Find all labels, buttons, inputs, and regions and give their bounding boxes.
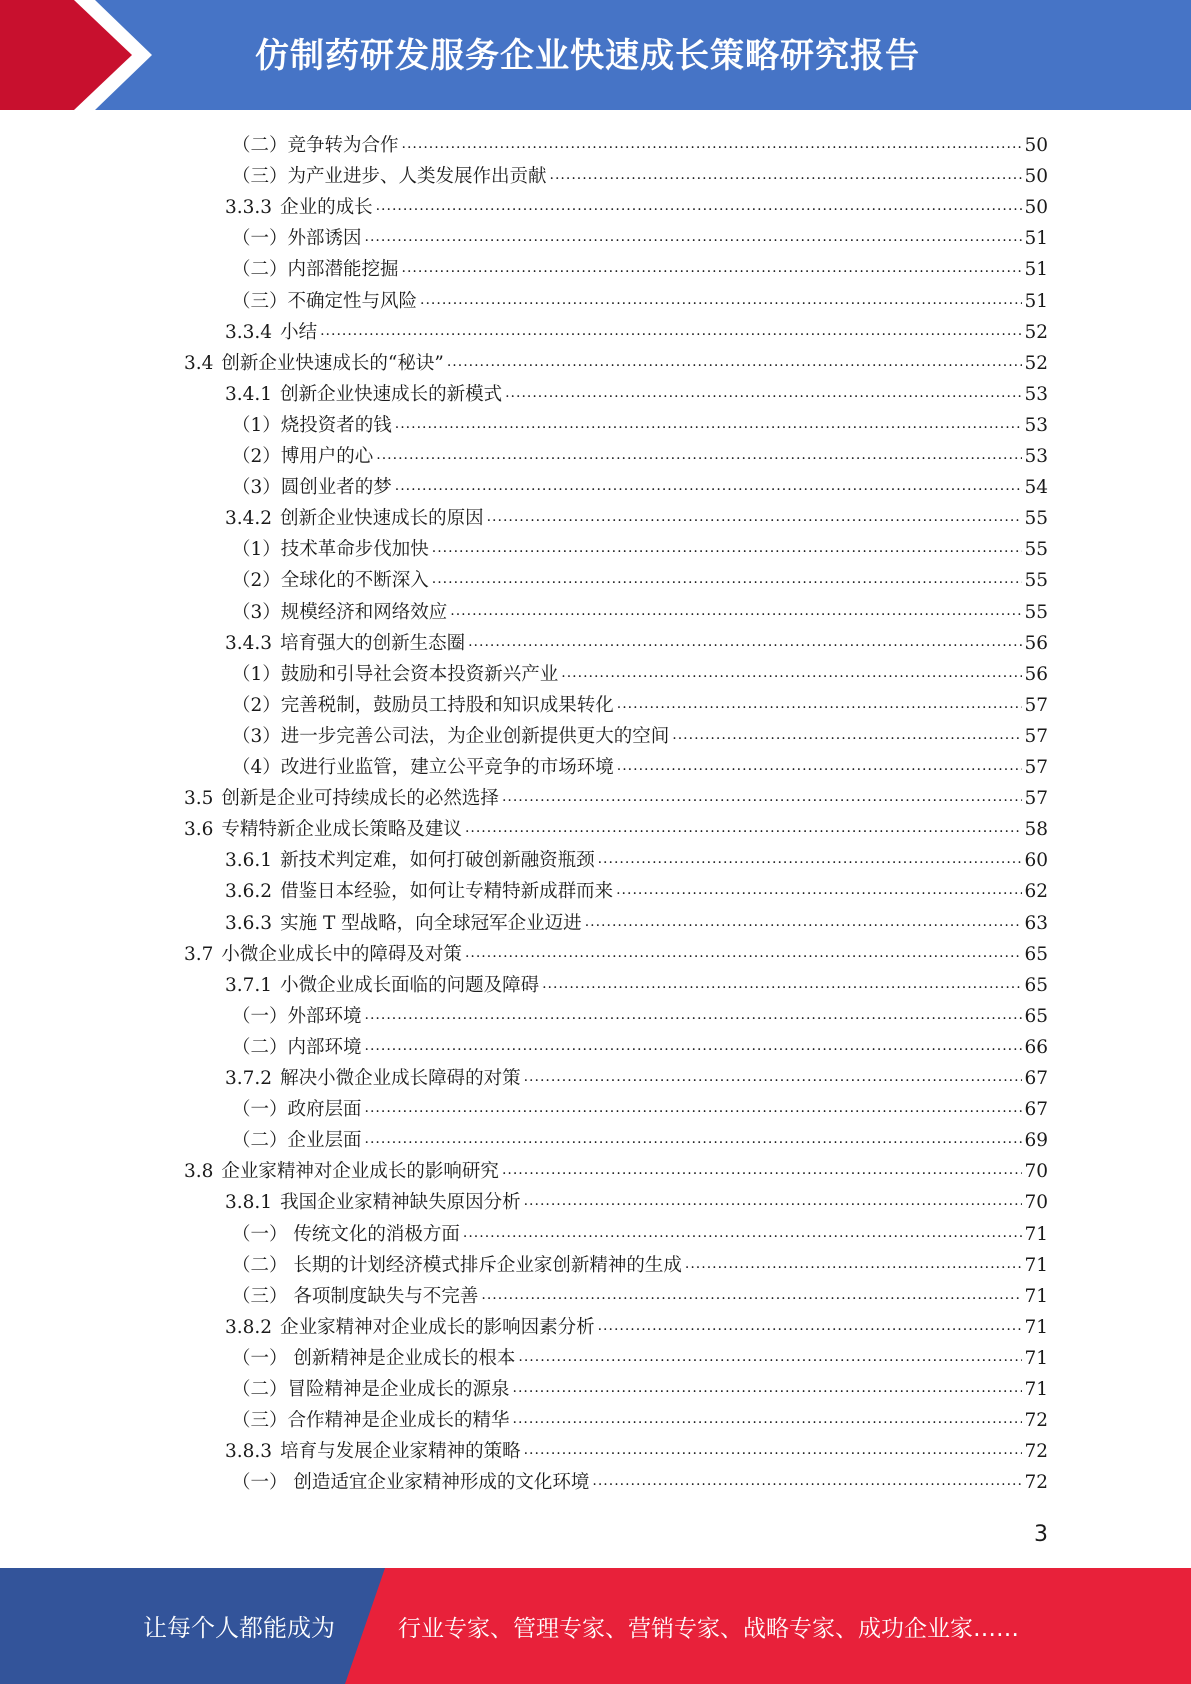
toc-entry-number: 3.8 bbox=[184, 1161, 214, 1183]
toc-dot-leader bbox=[685, 1252, 1023, 1278]
toc-dot-leader bbox=[402, 132, 1023, 158]
toc-entry[interactable] bbox=[232, 687, 1048, 718]
toc-entry-title: 专精特新企业成长策略及建议 bbox=[221, 819, 462, 841]
toc-dot-leader bbox=[402, 256, 1023, 282]
toc-entry-page: 50 bbox=[1024, 166, 1048, 188]
toc-dot-leader bbox=[672, 723, 1022, 749]
toc-dot-leader bbox=[432, 536, 1023, 562]
toc-entry-title: 我国企业家精神缺失原因分析 bbox=[280, 1192, 521, 1214]
page-header bbox=[0, 0, 1191, 110]
toc-entry-title: （1）技术革命步伐加快 bbox=[232, 539, 429, 561]
toc-entry-title: （二）内部环境 bbox=[232, 1036, 362, 1058]
toc-entry-title: 小结 bbox=[280, 321, 318, 343]
toc-entry-title: 创新是企业可持续成长的必然选择 bbox=[221, 788, 499, 810]
toc-entry-page: 57 bbox=[1024, 694, 1048, 716]
toc-entry-page: 57 bbox=[1024, 725, 1048, 747]
toc-entry-page: 71 bbox=[1024, 1254, 1048, 1276]
toc-dot-leader bbox=[395, 474, 1023, 500]
toc-entry[interactable] bbox=[232, 998, 1048, 1029]
toc-entry-number: 3.6 bbox=[184, 819, 214, 841]
toc-entry-number: 3.7.2 bbox=[225, 1068, 273, 1089]
toc-entry-page: 66 bbox=[1024, 1036, 1048, 1058]
toc-entry-title: 培育强大的创新生态圈 bbox=[280, 632, 466, 654]
toc-entry[interactable] bbox=[225, 1309, 1048, 1340]
toc-entry-page: 52 bbox=[1024, 321, 1048, 343]
toc-dot-leader bbox=[598, 1314, 1023, 1340]
toc-entry-number: 3.7.1 bbox=[225, 974, 273, 996]
toc-dot-leader bbox=[487, 505, 1023, 531]
toc-dot-leader bbox=[598, 847, 1023, 873]
toc-entry-page: 52 bbox=[1024, 352, 1048, 374]
toc-entry-title: （二） 长期的计划经济模式排斥企业家创新精神的生成 bbox=[232, 1254, 682, 1276]
toc-dot-leader bbox=[365, 1003, 1023, 1029]
toc-entry-page: 67 bbox=[1024, 1099, 1048, 1121]
toc-entry[interactable] bbox=[232, 1091, 1048, 1122]
toc-entry[interactable] bbox=[232, 220, 1048, 251]
toc-dot-leader bbox=[550, 163, 1023, 189]
toc-entry-page: 72 bbox=[1024, 1472, 1048, 1494]
toc-dot-leader bbox=[513, 1407, 1023, 1433]
toc-dot-leader bbox=[617, 754, 1023, 780]
toc-entry-number: 3.4 bbox=[184, 352, 214, 374]
toc-dot-leader bbox=[447, 350, 1023, 376]
toc-dot-leader bbox=[513, 1376, 1023, 1402]
toc-entry-title: （4）改进行业监管，建立公平竞争的市场环境 bbox=[232, 757, 614, 778]
toc-dot-leader bbox=[524, 1438, 1023, 1464]
toc-entry-title: （二）竞争转为合作 bbox=[232, 135, 399, 156]
toc-entry[interactable] bbox=[225, 625, 1048, 656]
toc-entry-page: 53 bbox=[1024, 383, 1048, 405]
toc-entry-title: 小微企业成长面临的问题及障碍 bbox=[280, 974, 540, 996]
toc-entry-page: 71 bbox=[1024, 1285, 1048, 1307]
toc-entry[interactable] bbox=[232, 656, 1048, 687]
toc-entry-page: 67 bbox=[1024, 1068, 1048, 1089]
toc-entry-title: 实施 T 型战略，向全球冠军企业迈进 bbox=[280, 912, 582, 934]
toc-entry-title: （二）内部潜能挖掘 bbox=[232, 259, 399, 281]
toc-entry-page: 55 bbox=[1024, 539, 1048, 561]
toc-entry-title: （2）全球化的不断深入 bbox=[232, 570, 429, 592]
toc-entry[interactable] bbox=[232, 1464, 1048, 1495]
toc-entry-title: 企业家精神对企业成长的影响因素分析 bbox=[280, 1316, 595, 1338]
toc-entry[interactable] bbox=[232, 1340, 1048, 1371]
toc-entry-title: 借鉴日本经验，如何让专精特新成群而来 bbox=[280, 881, 614, 903]
toc-entry-number: 3.7 bbox=[184, 943, 214, 965]
toc-entry[interactable] bbox=[225, 905, 1048, 936]
toc-entry[interactable] bbox=[184, 1153, 1048, 1184]
toc-dot-leader bbox=[320, 319, 1022, 345]
toc-entry-title: （一）外部诱因 bbox=[232, 228, 362, 250]
toc-entry-title: （1）烧投资者的钱 bbox=[232, 414, 392, 436]
toc-entry-page: 72 bbox=[1024, 1441, 1048, 1463]
toc-entry[interactable] bbox=[232, 158, 1048, 189]
toc-entry[interactable] bbox=[232, 1216, 1048, 1247]
toc-entry-page: 72 bbox=[1024, 1410, 1048, 1432]
toc-entry-title: 培育与发展企业家精神的策略 bbox=[280, 1441, 521, 1463]
toc-entry[interactable] bbox=[225, 842, 1048, 873]
toc-entry[interactable] bbox=[232, 251, 1048, 282]
toc-entry-title: （一） 创新精神是企业成长的根本 bbox=[232, 1347, 516, 1369]
toc-dot-leader bbox=[481, 1283, 1022, 1309]
toc-entry-page: 53 bbox=[1024, 446, 1048, 467]
toc-entry-page: 60 bbox=[1024, 850, 1048, 872]
toc-entry-page: 58 bbox=[1024, 819, 1048, 841]
toc-entry-title: 解决小微企业成长障碍的对策 bbox=[280, 1068, 521, 1089]
toc-entry-page: 63 bbox=[1024, 912, 1048, 934]
toc-entry-number: 3.3.4 bbox=[225, 321, 273, 343]
toc-entry-title: （一） 传统文化的消极方面 bbox=[232, 1223, 460, 1245]
toc-entry[interactable] bbox=[232, 1029, 1048, 1060]
toc-entry[interactable] bbox=[232, 469, 1048, 500]
toc-entry-number: 3.3.3 bbox=[225, 197, 273, 219]
toc-entry[interactable] bbox=[232, 718, 1048, 749]
toc-entry-page: 54 bbox=[1024, 477, 1048, 499]
toc-entry-page: 56 bbox=[1024, 632, 1048, 654]
toc-entry-page: 57 bbox=[1024, 757, 1048, 778]
toc-entry-page: 62 bbox=[1024, 881, 1048, 903]
toc-entry-title: 企业的成长 bbox=[280, 197, 373, 219]
toc-entry-title: （3）进一步完善公司法，为企业创新提供更大的空间 bbox=[232, 725, 670, 747]
footer-slogan: 让每个人都能成为 bbox=[143, 1614, 335, 1642]
toc-entry-page: 65 bbox=[1024, 943, 1048, 965]
header-arrow bbox=[0, 0, 142, 110]
toc-entry-page: 69 bbox=[1024, 1130, 1048, 1152]
toc-dot-leader bbox=[502, 785, 1023, 811]
toc-entry-number: 3.6.1 bbox=[225, 850, 273, 872]
report-title: 仿制药研发服务企业快速成长策略研究报告 bbox=[255, 36, 920, 76]
toc-entry[interactable] bbox=[225, 189, 1048, 220]
toc-entry[interactable] bbox=[225, 1184, 1048, 1215]
toc-entry[interactable] bbox=[184, 345, 1048, 376]
toc-entry-page: 71 bbox=[1024, 1379, 1048, 1400]
toc-dot-leader bbox=[616, 878, 1022, 904]
toc-entry-page: 51 bbox=[1024, 228, 1048, 250]
toc-entry-number: 3.8.3 bbox=[225, 1441, 273, 1463]
toc-entry-number: 3.6.3 bbox=[225, 912, 273, 934]
toc-entry[interactable] bbox=[232, 1402, 1048, 1433]
page-footer bbox=[0, 1568, 1191, 1684]
toc-entry[interactable] bbox=[184, 811, 1048, 842]
toc-entry-number: 3.5 bbox=[184, 788, 214, 810]
toc-entry-title: （3）圆创业者的梦 bbox=[232, 477, 392, 499]
toc-entry[interactable] bbox=[232, 1371, 1048, 1402]
toc-entry-title: （一） 创造适宜企业家精神形成的文化环境 bbox=[232, 1472, 590, 1494]
toc-entry-page: 70 bbox=[1024, 1192, 1048, 1214]
toc-dot-leader bbox=[617, 692, 1023, 718]
toc-entry-title: （三）为产业进步、人类发展作出贡献 bbox=[232, 166, 547, 188]
toc-entry-title: 创新企业快速成长的“秘诀” bbox=[221, 352, 444, 374]
toc-entry-title: （二）企业层面 bbox=[232, 1130, 362, 1152]
toc-entry-page: 71 bbox=[1024, 1347, 1048, 1369]
toc-entry-title: （2）完善税制，鼓励员工持股和知识成果转化 bbox=[232, 694, 614, 716]
toc-dot-leader bbox=[365, 1034, 1023, 1060]
toc-entry[interactable] bbox=[232, 749, 1048, 780]
toc-entry-title: （3）规模经济和网络效应 bbox=[232, 601, 448, 623]
toc-entry-title: （二）冒险精神是企业成长的源泉 bbox=[232, 1379, 510, 1400]
toc-entry[interactable] bbox=[225, 873, 1048, 904]
toc-entry-number: 3.8.2 bbox=[225, 1316, 273, 1338]
toc-entry[interactable] bbox=[232, 127, 1048, 158]
toc-entry-title: （三）不确定性与风险 bbox=[232, 290, 418, 312]
page-number: 3 bbox=[1034, 1522, 1048, 1547]
toc-entry[interactable] bbox=[232, 531, 1048, 562]
toc-entry[interactable] bbox=[232, 594, 1048, 625]
toc-entry-title: （2）博用户的心 bbox=[232, 446, 374, 467]
toc-entry[interactable] bbox=[232, 1278, 1048, 1309]
toc-dot-leader bbox=[365, 1096, 1023, 1122]
toc-entry-page: 55 bbox=[1024, 570, 1048, 592]
toc-entry-title: （一）政府层面 bbox=[232, 1099, 362, 1121]
toc-entry-title: 创新企业快速成长的新模式 bbox=[280, 383, 503, 405]
toc-entry-number: 3.4.2 bbox=[225, 508, 273, 530]
toc-entry-title: 创新企业快速成长的原因 bbox=[280, 508, 484, 530]
toc-entry-title: 新技术判定难，如何打破创新融资瓶颈 bbox=[280, 850, 595, 872]
toc-entry-page: 71 bbox=[1024, 1316, 1048, 1338]
toc-dot-leader bbox=[463, 1221, 1023, 1247]
toc-entry-page: 50 bbox=[1024, 135, 1048, 156]
toc-entry[interactable] bbox=[225, 1060, 1048, 1091]
toc-dot-leader bbox=[468, 630, 1022, 656]
toc-entry[interactable] bbox=[232, 1247, 1048, 1278]
toc-entry-page: 71 bbox=[1024, 1223, 1048, 1245]
toc-dot-leader bbox=[592, 1469, 1022, 1495]
toc-dot-leader bbox=[561, 661, 1022, 687]
toc-entry[interactable] bbox=[184, 936, 1048, 967]
toc-entry[interactable] bbox=[184, 780, 1048, 811]
toc-entry-title: 小微企业成长中的障碍及对策 bbox=[221, 943, 462, 965]
toc-entry[interactable] bbox=[225, 314, 1048, 345]
toc-dot-leader bbox=[376, 194, 1023, 220]
toc-dot-leader bbox=[365, 225, 1023, 251]
toc-entry-number: 3.8.1 bbox=[225, 1192, 273, 1214]
toc-entry-number: 3.4.1 bbox=[225, 383, 273, 405]
toc-entry[interactable] bbox=[232, 407, 1048, 438]
toc-dot-leader bbox=[395, 412, 1023, 438]
toc-entry[interactable] bbox=[232, 438, 1048, 469]
toc-entry-page: 65 bbox=[1024, 1005, 1048, 1027]
toc-entry-page: 55 bbox=[1024, 601, 1048, 623]
toc-dot-leader bbox=[365, 1127, 1023, 1153]
toc-dot-leader bbox=[524, 1189, 1023, 1215]
toc-entry-page: 51 bbox=[1024, 290, 1048, 312]
toc-entry-page: 55 bbox=[1024, 508, 1048, 530]
toc-entry-page: 53 bbox=[1024, 414, 1048, 436]
toc-dot-leader bbox=[432, 567, 1023, 593]
toc-entry-page: 57 bbox=[1024, 788, 1048, 810]
toc-dot-leader bbox=[518, 1345, 1022, 1371]
toc-dot-leader bbox=[376, 443, 1022, 469]
footer-roles: 行业专家、管理专家、营销专家、战略专家、成功企业家…… bbox=[398, 1616, 1019, 1642]
toc-entry-number: 3.6.2 bbox=[225, 881, 273, 903]
toc-entry-page: 65 bbox=[1024, 974, 1048, 996]
toc-entry-page: 56 bbox=[1024, 663, 1048, 685]
toc-entry[interactable] bbox=[225, 1433, 1048, 1464]
toc-entry-title: （一）外部环境 bbox=[232, 1005, 362, 1027]
toc-entry-title: （三） 各项制度缺失与不完善 bbox=[232, 1285, 479, 1307]
toc-dot-leader bbox=[502, 1158, 1023, 1184]
toc-dot-leader bbox=[524, 1065, 1023, 1091]
toc-entry[interactable] bbox=[232, 562, 1048, 593]
toc-entry-title: 企业家精神对企业成长的影响研究 bbox=[221, 1161, 499, 1183]
toc-entry[interactable] bbox=[225, 967, 1048, 998]
toc-dot-leader bbox=[585, 910, 1023, 936]
toc-entry[interactable] bbox=[232, 283, 1048, 314]
toc-dot-leader bbox=[465, 816, 1023, 842]
toc-dot-leader bbox=[505, 381, 1022, 407]
toc-entry-title: （三）合作精神是企业成长的精华 bbox=[232, 1410, 510, 1432]
toc-entry-page: 50 bbox=[1024, 197, 1048, 219]
toc-dot-leader bbox=[542, 972, 1022, 998]
toc-dot-leader bbox=[420, 288, 1022, 314]
toc-entry-page: 51 bbox=[1024, 259, 1048, 281]
toc-entry-page: 70 bbox=[1024, 1161, 1048, 1183]
toc-entry[interactable] bbox=[225, 376, 1048, 407]
toc-dot-leader bbox=[450, 599, 1022, 625]
toc-entry[interactable] bbox=[232, 1122, 1048, 1153]
toc-entry[interactable] bbox=[225, 500, 1048, 531]
toc-dot-leader bbox=[465, 941, 1023, 967]
toc-entry-title: （1）鼓励和引导社会资本投资新兴产业 bbox=[232, 663, 559, 685]
toc-entry-number: 3.4.3 bbox=[225, 632, 273, 654]
